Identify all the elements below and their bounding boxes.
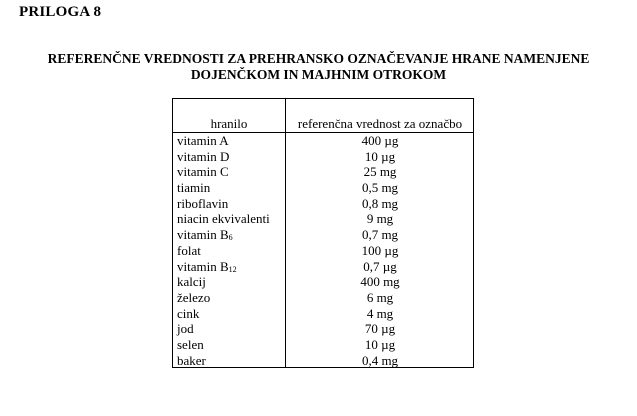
- table-row: [173, 290, 473, 306]
- nutrient-name: [177, 227, 233, 243]
- annex-label: PRILOGA 8: [19, 4, 102, 20]
- nutrient-name: [177, 180, 210, 196]
- column-header-nutrient: hranilo: [210, 116, 248, 131]
- nutrient-name: [177, 149, 229, 165]
- column-header-reference-value: referenčna vrednost za označbo: [297, 116, 463, 131]
- table-row: [173, 211, 473, 227]
- nutrient-subscript: 6: [228, 233, 233, 243]
- nutrient-text: vitamin B: [177, 258, 229, 274]
- nutrient-text: folat: [177, 242, 201, 258]
- table-row: [173, 243, 473, 259]
- nutrient-text: kalcij: [177, 274, 206, 290]
- document-title-line-2: DOJENČKOM IN MAJHNIM OTROKOM: [190, 67, 447, 82]
- table-row: [173, 321, 473, 337]
- nutrient-name: [177, 133, 229, 149]
- nutrient-text: riboflavin: [177, 195, 229, 211]
- nutrient-text: tiamin: [177, 180, 211, 196]
- reference-value: 10 µg: [364, 148, 396, 164]
- nutrient-text: vitamin B: [177, 227, 229, 243]
- nutrient-text: železo: [177, 289, 211, 305]
- table-row: [173, 274, 473, 290]
- table-row: [173, 306, 473, 322]
- document-title-line-1: REFERENČNE VREDNOSTI ZA PREHRANSKO OZNAČEVANJE HRANE NAMENJENE: [47, 51, 590, 66]
- nutrient-name: [177, 259, 237, 275]
- reference-value: 0,7 µg: [363, 258, 397, 274]
- nutrient-text: cink: [177, 305, 200, 321]
- nutrient-text: vitamin A: [177, 133, 229, 148]
- table-row: [173, 259, 473, 275]
- nutrient-subscript: 12: [228, 264, 237, 274]
- reference-value: 0,8 mg: [361, 195, 399, 211]
- nutrient-name: [177, 274, 206, 290]
- table-row: [173, 180, 473, 196]
- reference-value: 100 µg: [361, 242, 399, 258]
- reference-value: 6 mg: [366, 289, 394, 305]
- nutrient-text: baker: [177, 352, 206, 368]
- reference-value: 4 mg: [366, 305, 394, 321]
- table-body: [173, 133, 473, 368]
- nutrient-name: [177, 337, 204, 353]
- nutrient-text: jod: [177, 321, 194, 337]
- reference-value: 400 mg: [360, 274, 400, 290]
- table-row: [173, 227, 473, 243]
- nutrient-name: [177, 164, 229, 180]
- reference-value: 9 mg: [366, 211, 394, 227]
- reference-values-table: [172, 98, 474, 368]
- nutrient-text: vitamin D: [177, 148, 230, 164]
- reference-value: 0,4 mg: [361, 352, 399, 368]
- nutrient-name: [177, 290, 210, 306]
- nutrient-text: selen: [177, 336, 204, 352]
- table-row: [173, 353, 473, 369]
- table-row: [173, 196, 473, 212]
- reference-value: 70 µg: [364, 321, 396, 337]
- nutrient-name: [177, 306, 199, 322]
- reference-value: 400 µg: [361, 133, 399, 148]
- nutrient-text: vitamin C: [177, 164, 229, 180]
- table-row: [173, 164, 473, 180]
- nutrient-text: niacin ekvivalenti: [177, 211, 270, 227]
- reference-value: 0,5 mg: [361, 180, 399, 196]
- nutrient-name: [177, 321, 194, 337]
- reference-value: 0,7 mg: [361, 227, 399, 243]
- table-row: [173, 337, 473, 353]
- reference-value: 10 µg: [364, 336, 396, 352]
- table-row: [173, 149, 473, 165]
- table-row: [173, 133, 473, 149]
- nutrient-name: [177, 243, 201, 259]
- nutrient-name: [177, 211, 270, 227]
- reference-value: 25 mg: [363, 164, 397, 180]
- nutrient-name: [177, 353, 206, 369]
- nutrient-name: [177, 196, 228, 212]
